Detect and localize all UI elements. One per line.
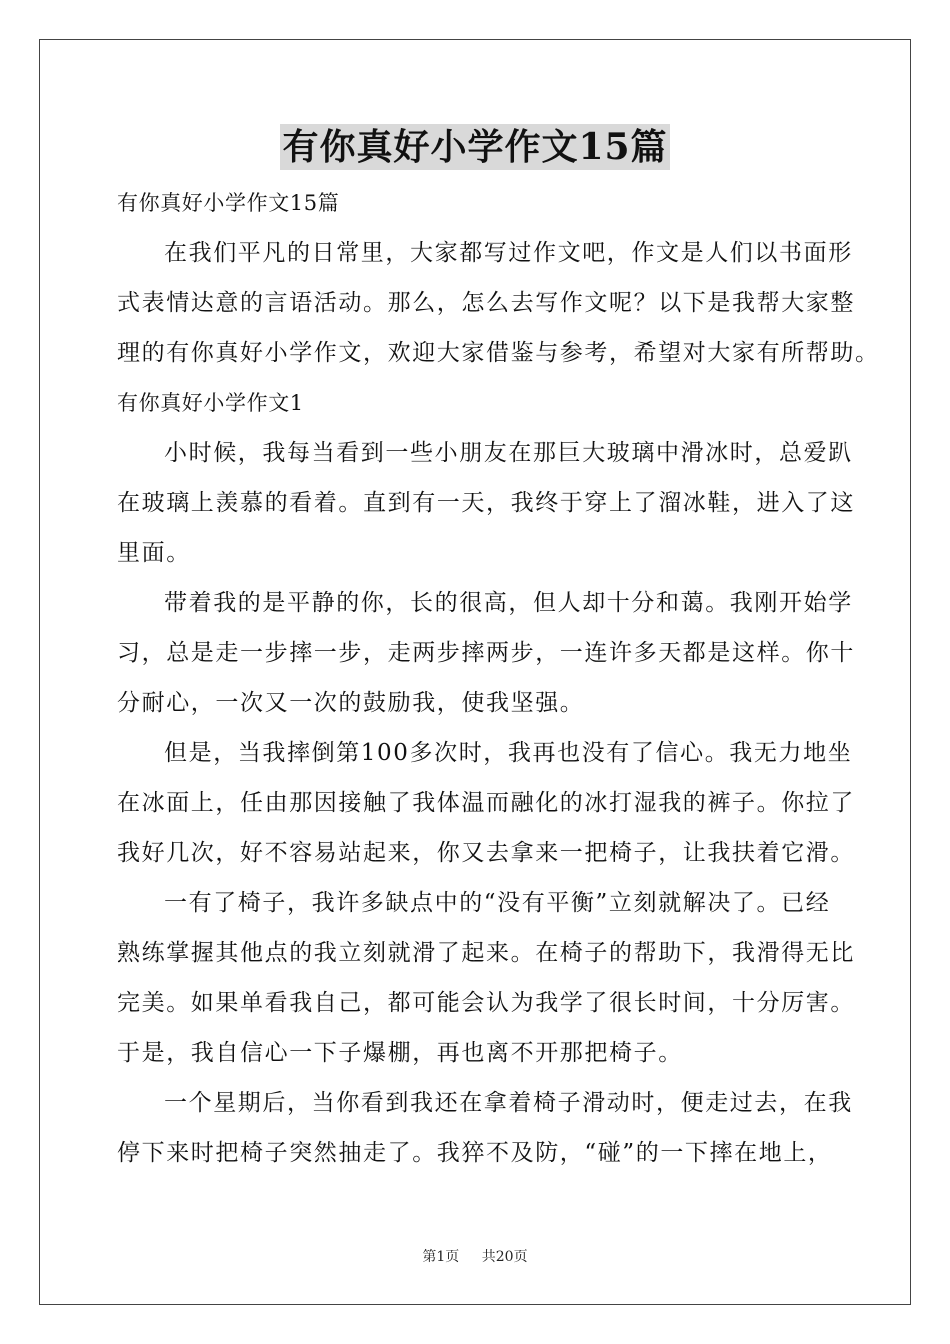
text-line: 在冰面上，任由那因接触了我体温而融化的冰打湿我的裤子。你拉了 <box>117 790 855 816</box>
text-line: 完美。如果单看我自己，都可能会认为我学了很长时间，十分厉害。 <box>117 990 855 1016</box>
text-line: 有你真好小学作文1 <box>117 391 304 415</box>
page-footer <box>0 1246 950 1266</box>
text-line: 在玻璃上羡慕的看着。直到有一天，我终于穿上了溜冰鞋，进入了这 <box>117 490 855 516</box>
text-line: 但是，当我摔倒第100多次时，我再也没有了信心。我无力地坐 <box>164 740 853 766</box>
text-line: 分耐心，一次又一次的鼓励我，使我坚强。 <box>117 690 585 716</box>
text-line: 在我们平凡的日常里，大家都写过作文吧，作文是人们以书面形 <box>164 240 853 266</box>
text-line: 习，总是走一步摔一步，走两步摔两步，一连许多天都是这样。你十 <box>117 640 855 666</box>
text-line: 一有了椅子，我许多缺点中的“没有平衡”立刻就解决了。已经 <box>164 890 831 916</box>
text-line: 有你真好小学作文15篇 <box>117 191 340 215</box>
text-line: 理的有你真好小学作文，欢迎大家借鉴与参考，希望对大家有所帮助。 <box>117 340 880 366</box>
text-line: 带着我的是平静的你，长的很高，但人却十分和蔼。我刚开始学 <box>164 590 853 616</box>
page-number: 第1页 <box>422 1249 460 1265</box>
title-container <box>0 124 950 170</box>
text-line: 停下来时把椅子突然抽走了。我猝不及防，“碰”的一下摔在地上， <box>117 1140 833 1166</box>
document-body <box>117 178 880 1178</box>
text-line: 于是，我自信心一下子爆棚，再也离不开那把椅子。 <box>117 1040 683 1066</box>
document-title: 有你真好小学作文15篇 <box>282 126 668 168</box>
text-line: 小时候，我每当看到一些小朋友在那巨大玻璃中滑冰时，总爱趴 <box>164 440 853 466</box>
text-line: 一个星期后，当你看到我还在拿着椅子滑动时，便走过去，在我 <box>164 1090 853 1116</box>
page-total: 共20页 <box>481 1249 528 1265</box>
text-line: 里面。 <box>117 540 191 566</box>
text-line: 熟练掌握其他点的我立刻就滑了起来。在椅子的帮助下，我滑得无比 <box>117 940 855 966</box>
text-line: 式表情达意的言语活动。那么，怎么去写作文呢？以下是我帮大家整 <box>117 290 855 316</box>
text-line: 我好几次，好不容易站起来，你又去拿来一把椅子，让我扶着它滑。 <box>117 840 855 866</box>
